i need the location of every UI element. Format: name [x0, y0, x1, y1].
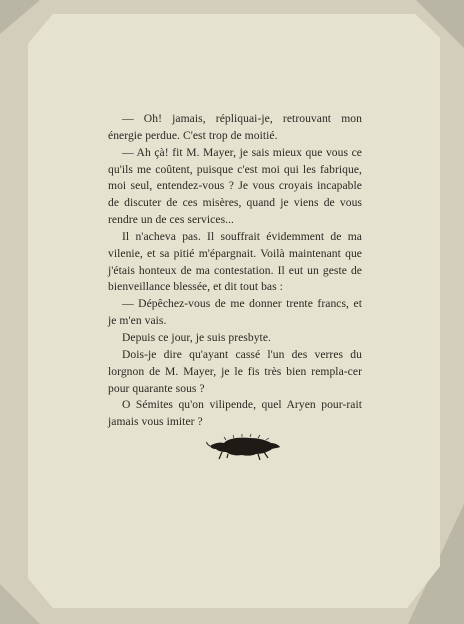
- mount-corner-bottom-left: [0, 584, 40, 624]
- paragraph-7: O Sémites qu'on vilipende, quel Aryen pour-rait jamais vous imiter ?: [108, 398, 362, 429]
- vignette-tail: [207, 442, 211, 446]
- paragraph-6: Dois-je dire qu'ayant cassé l'un des verres du lorgnon de M. Mayer, je le fis très bien rempla-cer pour quarante sous ?: [108, 347, 362, 395]
- page-text: [108, 111, 362, 431]
- paragraph-3: Il n'acheva pas. Il souffrait évidemment de ma vilenie, et sa pitié m'épargnait. Voilà maintenant que j'étais honteux de ma contestation. Il eut un geste de bienveillance blessée, et dit tout bas :: [108, 229, 362, 294]
- mount-corner-top-left: [0, 0, 40, 34]
- paragraph-1: — Oh! jamais, répliquai-je, retrouvant mon énergie perdue. C'est trop de moitié.: [108, 112, 362, 142]
- mole-vignette-icon: [206, 432, 282, 462]
- vignette-body: [210, 438, 280, 456]
- paragraph-5: Depuis ce jour, je suis presbyte.: [122, 330, 271, 344]
- paragraph-2: — Ah çà! fit M. Mayer, je sais mieux que vous ce qu'ils me coûtent, puisque c'est moi qui les fabrique, moi seul, entendez-vous ? Je vous croyais incapable de discuter de ces misères, quand je viens de vous rendre un de ces services...: [108, 145, 362, 227]
- paragraph-4: — Dépêchez-vous de me donner trente francs, et je m'en vais.: [108, 297, 362, 328]
